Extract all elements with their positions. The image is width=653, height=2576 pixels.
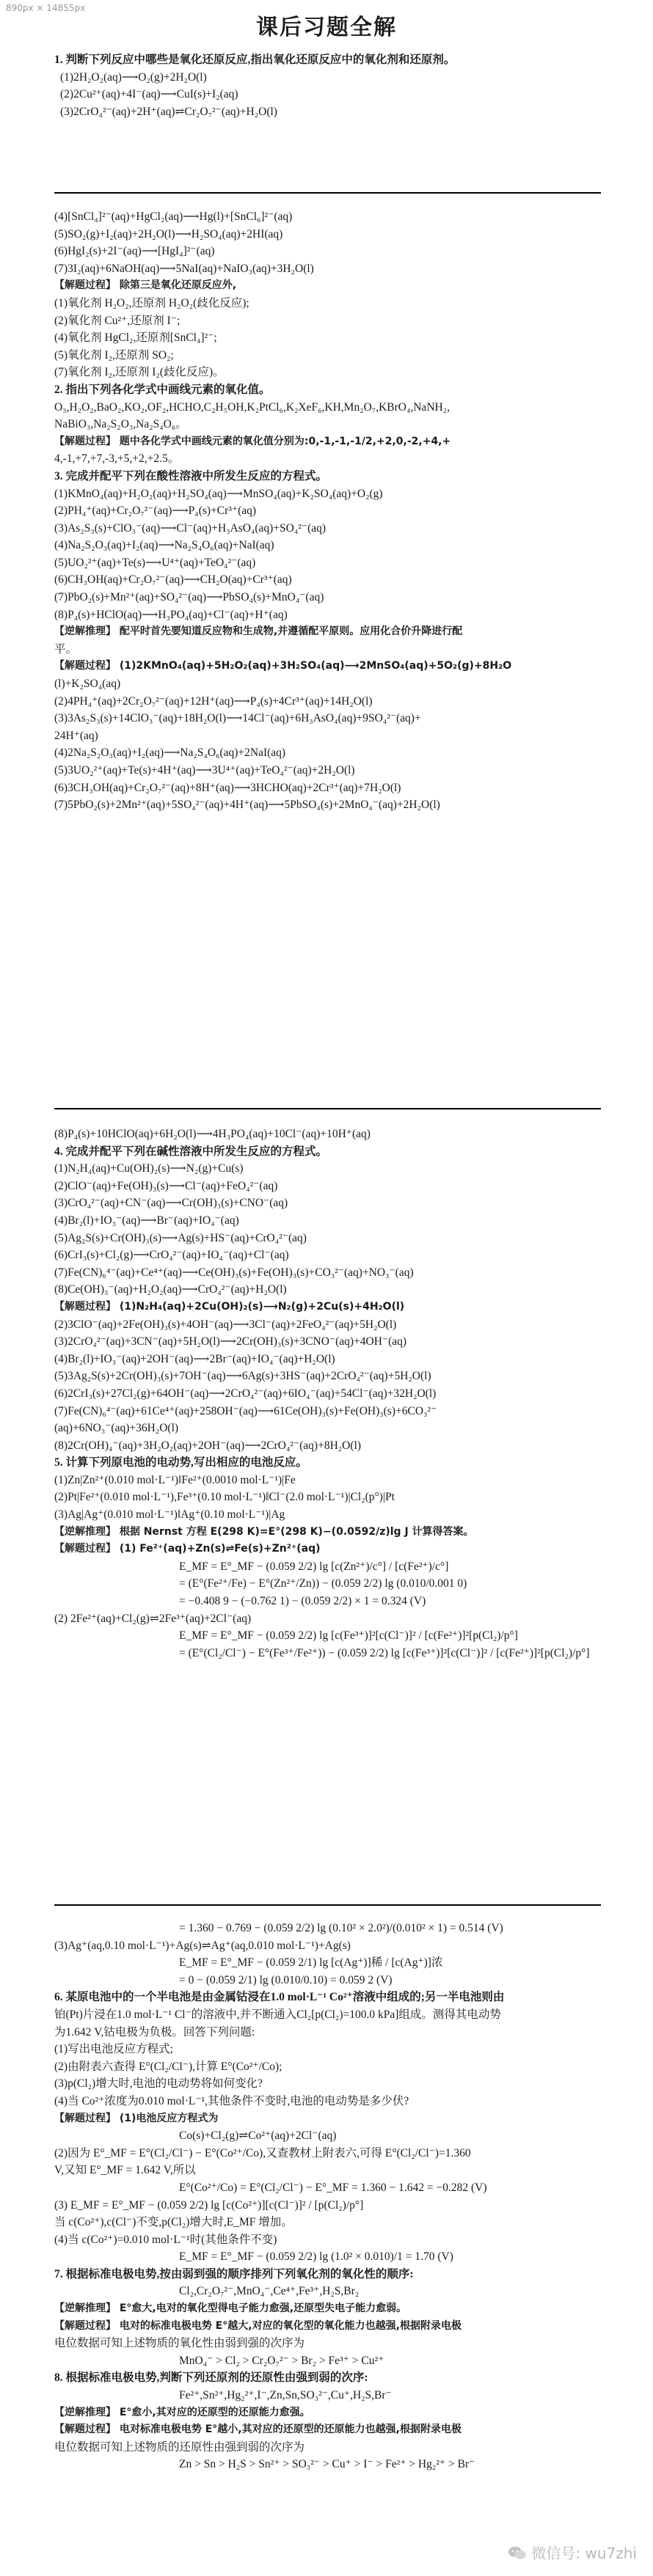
text-line: E_MF = E°_MF − (0.059 2/2) lg (1.0² × 0.010)/1 = 1.70 (V) [179, 2250, 453, 2264]
text-line: (4)Br₂(l)+IO₃⁻(aq)⟶Br⁻(aq)+IO₄⁻(aq) [54, 1214, 239, 1227]
text-line: (4)[SnCl₄]²⁻(aq)+HgCl₂(aq)⟶Hg(l)+[SnCl₆]²⁻(aq) [54, 210, 293, 223]
text-line: (7)Fe(CN)₆⁴⁻(aq)+Ce⁴⁺(aq)⟶Ce(OH)₃(s)+Fe(OH)₃(s)+CO₃²⁻(aq)+NO₃⁻(aq) [54, 1266, 414, 1279]
text-line: (l)+K₂SO₄(aq) [54, 678, 121, 691]
text-line: (4)2Na₂S₂O₃(aq)+I₂(aq)⟶Na₂S₄O₆(aq)+2NaI(aq) [54, 746, 286, 760]
solution-line: 【逆解推理】 根据 Nernst 方程 E(298 K)=E°(298 K)−(0.0592/z)lg J 计算得答案。 [54, 1525, 474, 1538]
page-divider [54, 192, 601, 194]
text-line: (2)氧化剂 Cu²⁺,还原剂 I⁻; [54, 314, 180, 327]
solution-line: 【解题过程】 题中各化学式中画线元素的氧化值分别为:0,-1,-1,-1/2,+2,0,-2,+4,+ [54, 435, 451, 447]
solution-line: 【逆解推理】 E°愈大,电对的氧化型得电子能力愈强,还原型失电子能力愈弱。 [54, 2302, 407, 2315]
solution-line: 【解题过程】 (1)2KMnO₄(aq)+5H₂O₂(aq)+3H₂SO₄(aq)⟶2MnSO₄(aq)+5O₂(g)+8H₂O [54, 660, 512, 672]
question-line: 7. 根据标准电极电势,按由弱到强的顺序排列下列氧化剂的氧化性的顺序: [54, 2267, 414, 2280]
text-line: V,又知 E°_MF = 1.642 V,所以 [54, 2164, 196, 2177]
text-line: 为1.642 V,钴电极为负极。回答下列问题: [54, 2025, 255, 2039]
text-line: (5)UO₂²⁺(aq)+Te(s)⟶U⁴⁺(aq)+TeO₄²⁻(aq) [54, 556, 256, 569]
text-line: (1)写出电池反应方程式; [54, 2043, 173, 2056]
text-line: (4)当 Co²⁺浓度为0.010 mol·L⁻¹,其他条件不变时,电池的电动势是多少伏? [54, 2094, 409, 2107]
text-line: (3)Ag⁺(aq,0.10 mol·L⁻¹)+Ag(s)⇌Ag⁺(aq,0.010 mol·L⁻¹)+Ag(s) [54, 1939, 351, 1952]
text-line: (1)氧化剂 H₂O₂,还原剂 H₂O₂(歧化反应); [54, 296, 249, 309]
text-line: (4)Na₂S₂O₃(aq)+I₂(aq)⟶Na₂S₄O₆(aq)+NaI(aq) [54, 539, 274, 552]
question-line: 3. 完成并配平下列在酸性溶液中所发生反应的方程式。 [54, 469, 328, 482]
text-line: (3)As₂S₃(s)+ClO₃⁻(aq)⟶Cl⁻(aq)+H₃AsO₄(aq)+SO₄²⁻(aq) [54, 521, 326, 535]
text-line: (5)3Ag₂S(s)+2Cr(OH)₃(s)+7OH⁻(aq)⟶6Ag(s)+3HS⁻(aq)+2CrO₄²⁻(aq)+5H₂O(l) [54, 1370, 431, 1383]
text-line: (5)SO₂(g)+I₂(aq)+2H₂O(l)⟶H₂SO₄(aq)+2HI(aq) [54, 227, 283, 241]
text-line: (1)N₂H₄(aq)+Cu(OH)₂(s)⟶N₂(g)+Cu(s) [54, 1162, 244, 1175]
text-line: O₃,H₂O₂,BaO₂,KO₂,OF₂,HCHO,C₂H₅OH,K₂PtCl₆,K₂XeF₆,KH,Mn₂O₇,KBrO₄,NaNH₂, [54, 400, 450, 414]
question-line: 6. 某原电池中的一个半电池是由金属钴浸在1.0 mol·L⁻¹ Co²⁺溶液中组成的;另一半电池则由 [54, 1991, 505, 2004]
watermark-text: 微信号: wu7zhi [531, 2544, 637, 2562]
text-line: (5)氧化剂 I₂,还原剂 SO₂; [54, 348, 174, 362]
page-section-1 [54, 51, 601, 169]
page-divider [54, 1108, 601, 1109]
text-line: Cl₂,Cr₂O₇²⁻,MnO₄⁻,Ce⁴⁺,Fe³⁺,H₂S,Br₂ [179, 2285, 360, 2298]
text-line: (2)因为 E°_MF = E°(Cl₂/Cl⁻) − E°(Co²⁺/Co),又查教材上附表六,可得 E°(Cl₂/Cl⁻)=1.360 [54, 2146, 471, 2159]
text-line: (2)ClO⁻(aq)+Fe(OH)₃(s)⟶Cl⁻(aq)+FeO₄²⁻(aq) [54, 1179, 278, 1192]
text-line: E_MF = E°_MF − (0.059 2/1) lg [c(Ag⁺)]稀 / [c(Ag⁺)]浓 [179, 1956, 443, 1970]
wechat-icon [508, 2545, 527, 2561]
text-line: (1)Zn|Zn²⁺(0.010 mol·L⁻¹)‖Fe²⁺(0.0010 mol·L⁻¹)|Fe [54, 1473, 296, 1486]
text-line: 4,-1,+7,+7,-3,+5,+2,+2.5。 [54, 452, 180, 466]
text-line: (1)KMnO₄(aq)+H₂O₂(aq)+H₂SO₄(aq)⟶MnSO₄(aq)+K₂SO₄(aq)+O₂(g) [54, 487, 383, 500]
question-line: 1. 判断下列反应中哪些是氧化还原反应,指出氧化还原反应中的氧化剂和还原剂。 [54, 54, 456, 66]
text-line: (7)3I₂(aq)+6NaOH(aq)⟶5NaI(aq)+NaIO₃(aq)+3H₂O(l) [54, 262, 314, 275]
text-line: NaBiO₃,Na₂S₂O₃,Na₂S₄O₆。 [54, 418, 187, 431]
text-line: (3)2CrO₄²⁻(aq)+3CN⁻(aq)+5H₂O(l)⟶2Cr(OH)₃(s)+3CNO⁻(aq)+4OH⁻(aq) [54, 1335, 407, 1348]
text-line: = −0.408 9 − (−0.762 1) − (0.059 2/2) × 1 = 0.324 (V) [179, 1595, 426, 1608]
text-line: 电位数据可知上述物质的氧化性由弱到强的次序为 [54, 2337, 305, 2350]
text-line: (2)PH₄⁺(aq)+Cr₂O₇²⁻(aq)⟶P₄(s)+Cr³⁺(aq) [54, 504, 257, 518]
solution-line: 【解题过程】 (1)电池反应方程式为 [54, 2112, 219, 2124]
text-line: (8)P₄(s)+HClO(aq)⟶H₃PO₄(aq)+Cl⁻(aq)+H⁺(aq) [54, 608, 288, 621]
text-line: Fe²⁺,Sn²⁺,Hg₂²⁺,I⁻,Zn,Sn,SO₃²⁻,Cu⁺,H₂S,Br⁻ [179, 2389, 392, 2402]
solution-line: 【逆解推理】 配平时首先要知道反应物和生成物,并遵循配平原则。应用化合价升降进行配 [54, 625, 463, 638]
image-size-label: 890px × 14855px [6, 3, 86, 13]
text-line: (3)p(Cl₂)增大时,电池的电动势将如何变化? [54, 2077, 263, 2091]
text-line: (6)CrI₃(s)+Cl₂(g)⟶CrO₄²⁻(aq)+IO₄⁻(aq)+Cl⁻(aq) [54, 1249, 289, 1262]
text-line: 24H⁺(aq) [54, 729, 98, 742]
text-line: = (E°(Cl₂/Cl⁻) − E°(Fe³⁺/Fe²⁺)) − (0.059 2/2) lg [c(Fe³⁺)]²[c(Cl⁻)]² / [c(Fe²⁺)]²[p(Cl₂)/p°] [179, 1646, 590, 1659]
text-line: 铂(Pt)片浸在1.0 mol·L⁻¹ Cl⁻的溶液中,并不断通入Cl₂[p(Cl₂)=100.0 kPa]组成。测得其电动势 [54, 2008, 501, 2021]
text-line: = (E°(Fe²⁺/Fe) − E°(Zn²⁺/Zn)) − (0.059 2/2) lg (0.010/0.001 0) [179, 1577, 467, 1590]
text-line: (2) 2Fe²⁺(aq)+Cl₂(g)⇌2Fe³⁺(aq)+2Cl⁻(aq) [54, 1612, 252, 1625]
text-line: (8)P₄(s)+10HClO(aq)+6H₂O(l)⟶4H₃PO₄(aq)+10Cl⁻(aq)+10H⁺(aq) [54, 1128, 371, 1140]
text-line: (7)Fe(CN)₆⁴⁻(aq)+61Ce⁴⁺(aq)+258OH⁻(aq)⟶61Ce(OH)₃(s)+Fe(OH)₃(s)+6CO₃²⁻ [54, 1404, 437, 1417]
text-line: Co(s)+Cl₂(g)⇌Co²⁺(aq)+2Cl⁻(aq) [179, 2129, 337, 2143]
text-line: E_MF = E°_MF − (0.059 2/2) lg [c(Zn²⁺)/c°] / [c(Fe²⁺)/c°] [179, 1560, 449, 1573]
text-line: (aq)+6NO₃⁻(aq)+36H₂O(l) [54, 1422, 179, 1435]
page-divider [54, 1904, 601, 1906]
text-line: (4)氧化剂 HgCl₂,还原剂[SnCl₄]²⁻; [54, 331, 217, 345]
text-line: (6)2CrI₃(s)+27Cl₂(g)+64OH⁻(aq)⟶2CrO₄²⁻(aq)+6IO₄⁻(aq)+54Cl⁻(aq)+32H₂O(l) [54, 1387, 437, 1400]
page-section-4 [54, 1920, 601, 2565]
text-line: (7)PbO₂(s)+Mn²⁺(aq)+SO₄²⁻(aq)⟶PbSO₄(s)+MnO₄⁻(aq) [54, 591, 324, 604]
solution-line: 【解题过程】 (1)N₂H₄(aq)+2Cu(OH)₂(s)⟶N₂(g)+2Cu(s)+4H₂O(l) [54, 1300, 405, 1313]
text-line: Zn > Sn > H₂S > Sn²⁺ > SO₃²⁻ > Cu⁺ > I⁻ > Fe²⁺ > Hg₂²⁺ > Br⁻ [179, 2458, 475, 2471]
text-line: 当 c(Co²⁺),c(Cl⁻)不变,p(Cl₂)增大时,E_MF 增加。 [54, 2216, 293, 2229]
text-line: (6)CH₃OH(aq)+Cr₂O₇²⁻(aq)⟶CH₂O(aq)+Cr³⁺(aq) [54, 573, 292, 587]
text-line: (2)由附表六查得 E°(Cl₂/Cl⁻),计算 E°(Co²⁺/Co); [54, 2060, 282, 2073]
solution-line: 【解题过程】 电对的标准电极电势 E°越大,对应的氧化型的氧化能力也越强,根据附录电极 [54, 2319, 462, 2332]
question-line: 8. 根据标准电极电势,判断下列还原剂的还原性由强到弱的次序: [54, 2371, 368, 2385]
page-title: 课后习题全解 [256, 15, 397, 40]
solution-line: 【解题过程】 电对标准电极电势 E°越小,其对应的还原型的还原能力也越强,根据附录电极 [54, 2423, 462, 2436]
question-line: 5. 计算下列原电池的电动势,写出相应的电池反应。 [54, 1456, 307, 1469]
text-line: (8)Ce(OH)₃⁻(aq)+H₂O₂(aq)⟶CrO₄²⁻(aq)+H₂O(l) [54, 1283, 287, 1296]
text-line: E_MF = E°_MF − (0.059 2/2) lg [c(Fe³⁺)]²[c(Cl⁻)]² / [c(Fe²⁺)]²[p(Cl₂)/p°] [179, 1629, 518, 1643]
text-line: (6)3CH₃OH(aq)+Cr₂O₇²⁻(aq)+8H⁺(aq)⟶3HCHO(aq)+2Cr³⁺(aq)+7H₂O(l) [54, 781, 401, 794]
text-line: (3)CrO₄²⁻(aq)+CN⁻(aq)⟶Cr(OH)₃(s)+CNO⁻(aq) [54, 1197, 288, 1210]
text-line: (3)Ag|Ag⁺(0.010 mol·L⁻¹)‖Ag⁺(0.10 mol·L⁻¹)|Ag [54, 1508, 285, 1522]
solution-line: 【解题过程】 (1) Fe²⁺(aq)+Zn(s)⇌Fe(s)+Zn²⁺(aq) [54, 1543, 321, 1555]
text-line: E°(Co²⁺/Co) = E°(Cl₂/Cl⁻) − E°_MF = 1.360 − 1.642 = −0.282 (V) [179, 2181, 487, 2194]
page-section-2 [54, 208, 601, 1074]
question-line: 4. 完成并配平下列在碱性溶液中所发生反应的方程式。 [54, 1145, 328, 1158]
text-line: = 0 − (0.059 2/1) lg (0.010/0.10) = 0.059 2 (V) [179, 1973, 393, 1986]
text-line: (5)3UO₂²⁺(aq)+Te(s)+4H⁺(aq)⟶3U⁴⁺(aq)+TeO₄²⁻(aq)+2H₂O(l) [54, 764, 355, 777]
text-line: (2)Pt|Fe²⁺(0.010 mol·L⁻¹),Fe³⁺(0.10 mol·L⁻¹)‖Cl⁻(2.0 mol·L⁻¹)|Cl₂(p°)|Pt [54, 1491, 395, 1504]
page-section-3 [54, 1126, 601, 1896]
text-line: (4)当 c(Co²⁺)=0.010 mol·L⁻¹时(其他条件不变) [54, 2233, 277, 2246]
solution-line: 【解题过程】 除第三是氧化还原反应外, [54, 279, 237, 292]
text-line: (7)氧化剂 I₂,还原剂 I₂(歧化反应)。 [54, 366, 225, 379]
question-line: 2. 指出下列各化学式中画线元素的氧化值。 [54, 383, 271, 396]
text-line: (6)HgI₂(s)+2I⁻(aq)⟶[HgI₄]²⁻(aq) [54, 245, 215, 258]
wechat-watermark [508, 2542, 637, 2563]
text-line: = 1.360 − 0.769 − (0.059 2/2) lg (0.10² × 2.0²)/(0.010² × 1) = 0.514 (V) [179, 1922, 503, 1934]
text-line: 平。 [54, 642, 78, 656]
text-line: (7)5PbO₂(s)+2Mn²⁺(aq)+5SO₄²⁻(aq)+4H⁺(aq)⟶5PbSO₄(s)+2MnO₄⁻(aq)+2H₂O(l) [54, 799, 440, 812]
text-line: (2)4PH₄⁺(aq)+2Cr₂O₇²⁻(aq)+12H⁺(aq)⟶P₄(s)+4Cr³⁺(aq)+14H₂O(l) [54, 694, 373, 708]
text-line: (5)Ag₂S(s)+Cr(OH)₃(s)⟶Ag(s)+HS⁻(aq)+CrO₄²⁻(aq) [54, 1231, 307, 1244]
text-line: (1)2H₂O₂(aq)⟶O₂(g)+2H₂O(l) [60, 70, 207, 84]
text-line: MnO₄⁻ > Cl₂ > Cr₂O₇²⁻ > Br₂ > Fe³⁺ > Cu²⁺ [179, 2354, 384, 2367]
text-line: 电位数据可知上述物质的还原性由强到弱的次序为 [54, 2440, 305, 2454]
text-line: (2)3ClO⁻(aq)+2Fe(OH)₃(s)+4OH⁻(aq)⟶3Cl⁻(aq)+2FeO₄²⁻(aq)+5H₂O(l) [54, 1318, 397, 1331]
text-line: (3) E_MF = E°_MF − (0.059 2/2) lg [c(Co²⁺)][c(Cl⁻)]² / [p(Cl₂)/p°] [54, 2198, 364, 2212]
text-line: (8)2Cr(OH)₄⁻(aq)+3H₂O₂(aq)+2OH⁻(aq)⟶2CrO₄²⁻(aq)+8H₂O(l) [54, 1439, 361, 1452]
text-line: (2)2Cu²⁺(aq)+4I⁻(aq)⟶CuI(s)+I₂(aq) [60, 88, 238, 101]
text-line: (4)Br₂(l)+IO₃⁻(aq)+2OH⁻(aq)⟶2Br⁻(aq)+IO₄⁻(aq)+H₂O(l) [54, 1352, 335, 1365]
text-line: (3)3As₂S₃(s)+14ClO₃⁻(aq)+18H₂O(l)⟶14Cl⁻(aq)+6H₃AsO₄(aq)+9SO₄²⁻(aq)+ [54, 712, 421, 725]
solution-line: 【逆解推理】 E°愈小,其对应的还原型的还原能力愈强。 [54, 2406, 310, 2418]
text-line: (3)2CrO₄²⁻(aq)+2H⁺(aq)⇌Cr₂O₇²⁻(aq)+H₂O(l) [60, 105, 277, 118]
